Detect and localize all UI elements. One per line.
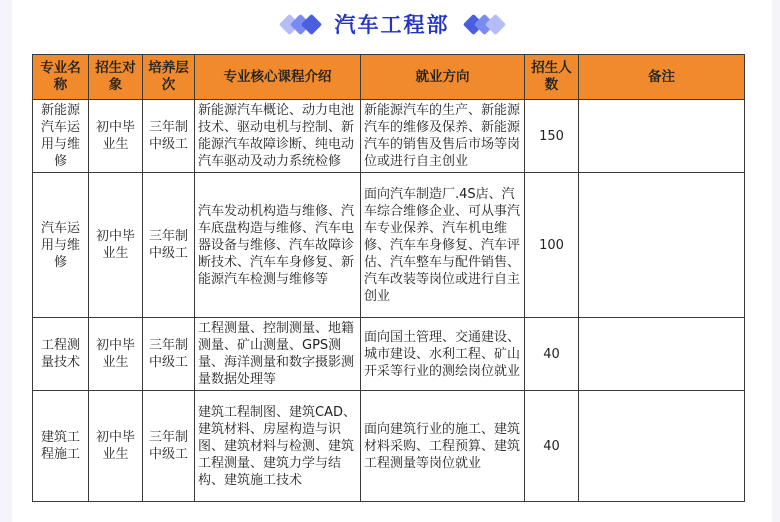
target-cell: 初中毕业生 — [89, 391, 143, 502]
programs-table — [32, 54, 745, 502]
note-cell — [579, 391, 745, 502]
courses-cell: 工程测量、控制测量、地籍测量、矿山测量、GPS测量、海洋测量和数字摄影测量数据处理等 — [195, 318, 361, 391]
header-note: 备注 — [579, 55, 745, 100]
career-cell: 面向汽车制造厂.4S店、汽车综合维修企业、可从事汽车专业保养、汽车机电维修、汽车车身修复、汽车评估、汽车整车与配件销售、汽车改装等岗位或进行自主创业 — [361, 173, 525, 318]
level-cell: 三年制中级工 — [143, 173, 195, 318]
major-cell: 汽车运用与维修 — [33, 173, 89, 318]
page-title: 汽车工程部 — [334, 13, 450, 37]
table-header-row — [33, 55, 745, 100]
target-cell: 初中毕业生 — [89, 173, 143, 318]
page — [12, 0, 772, 522]
count-cell: 40 — [525, 318, 579, 391]
target-cell: 初中毕业生 — [89, 100, 143, 173]
level-cell: 三年制中级工 — [143, 100, 195, 173]
career-cell: 面向国土管理、交通建设、城市建设、水利工程、矿山开采等行业的测绘岗位就业 — [361, 318, 525, 391]
table-row — [33, 318, 745, 391]
header-major: 专业名称 — [33, 55, 89, 100]
career-cell: 面向建筑行业的施工、建筑材料采购、工程预算、建筑工程测量等岗位就业 — [361, 391, 525, 502]
table-row — [33, 391, 745, 502]
note-cell — [579, 173, 745, 318]
career-cell: 新能源汽车的生产、新能源汽车的维修及保养、新能源汽车的销售及售后市场等岗位或进行自主创业 — [361, 100, 525, 173]
courses-cell: 新能源汽车概论、动力电池技术、驱动电机与控制、新能源汽车故障诊断、纯电动汽车驱动及动力系统检修 — [195, 100, 361, 173]
count-cell: 40 — [525, 391, 579, 502]
table-row — [33, 173, 745, 318]
header-courses: 专业核心课程介绍 — [195, 55, 361, 100]
header-career: 就业方向 — [361, 55, 525, 100]
major-cell: 新能源汽车运用与维修 — [33, 100, 89, 173]
major-cell: 工程测量技术 — [33, 318, 89, 391]
header-level: 培养层次 — [143, 55, 195, 100]
level-cell: 三年制中级工 — [143, 391, 195, 502]
header-count: 招生人数 — [525, 55, 579, 100]
courses-cell: 建筑工程制图、建筑CAD、建筑材料、房屋构造与识图、建筑材料与检测、建筑工程测量、建筑力学与结构、建筑施工技术 — [195, 391, 361, 502]
table-row — [33, 100, 745, 173]
left-diamond-decoration-icon — [284, 12, 317, 36]
target-cell: 初中毕业生 — [89, 318, 143, 391]
header-target: 招生对象 — [89, 55, 143, 100]
title-row — [12, 6, 772, 42]
count-cell: 100 — [525, 173, 579, 318]
count-cell: 150 — [525, 100, 579, 173]
level-cell: 三年制中级工 — [143, 318, 195, 391]
major-cell: 建筑工程施工 — [33, 391, 89, 502]
note-cell — [579, 318, 745, 391]
courses-cell: 汽车发动机构造与维修、汽车底盘构造与维修、汽车电器设备与维修、汽车故障诊断技术、汽车车身修复、新能源汽车检测与维修等 — [195, 173, 361, 318]
note-cell — [579, 100, 745, 173]
right-diamond-decoration-icon — [468, 12, 501, 36]
